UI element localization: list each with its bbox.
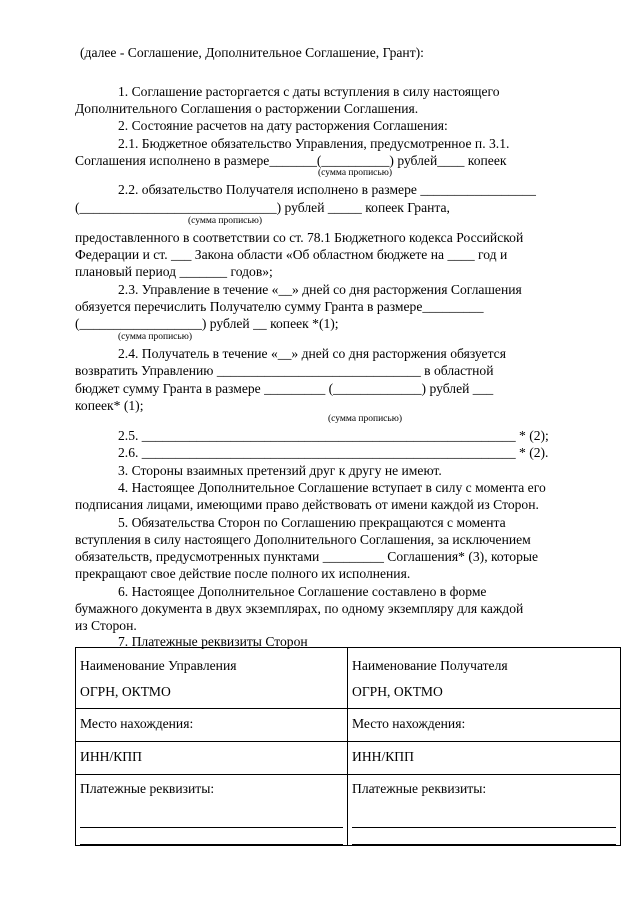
clause-4-line-1: 4. Настоящее Дополнительное Соглашение вступает в силу с момента его	[118, 480, 546, 495]
caption-amount-words-1: (сумма прописью)	[318, 168, 392, 178]
clause-5-line-2: вступления в силу настоящего Дополнительного Соглашения, за исключением	[75, 532, 531, 547]
table-cell	[76, 775, 348, 846]
clause-2-3-line-3: (__________________) рублей __ копеек *(1);	[75, 316, 339, 331]
clause-2-2-line-3: предоставленного в соответствии со ст. 78.1 Бюджетного кодекса Российской	[75, 230, 524, 245]
table-cell	[348, 775, 621, 846]
clause-2-4-line-1: 2.4. Получатель в течение «__» дней со дня расторжения обязуется	[118, 346, 506, 361]
table-cell	[76, 709, 348, 742]
clause-6-line-3: из Сторон.	[75, 618, 137, 633]
left-inn: ИНН/КПП	[80, 749, 142, 764]
clause-2-1-line-1: 2.1. Бюджетное обязательство Управления, предусмотренное п. 3.1.	[118, 136, 510, 151]
right-org-name: Наименование Получателя	[352, 658, 508, 673]
left-fill-line-1	[80, 819, 343, 828]
table-row	[76, 775, 621, 846]
left-address: Место нахождения:	[80, 716, 194, 731]
clause-2-4-line-4: копеек* (1);	[75, 398, 144, 413]
right-payment: Платежные реквизиты:	[352, 781, 487, 796]
clause-6-line-1: 6. Настоящее Дополнительное Соглашение составлено в форме	[118, 584, 487, 599]
table-row	[76, 709, 621, 742]
clause-2-2-line-2: (_____________________________) рублей _____ копеек Гранта,	[75, 200, 450, 215]
table-cell	[76, 648, 348, 709]
clause-1-line-2: Дополнительного Соглашения о расторжении Соглашения.	[75, 101, 419, 116]
clause-2-2-line-4: Федерации и ст. ___ Закона области «Об областном бюджете на ____ год и	[75, 247, 508, 262]
left-ogrn: ОГРН, ОКТМО	[80, 684, 171, 699]
clause-5-line-4: прекращают свое действие после полного их исполнения.	[75, 566, 411, 581]
payment-details-table	[75, 647, 621, 846]
left-payment: Платежные реквизиты:	[80, 781, 215, 796]
caption-amount-words-3: (сумма прописью)	[118, 332, 192, 342]
clause-2-4-line-2: возвратить Управлению ______________________________ в областной	[75, 363, 494, 378]
clause-5-line-3: обязательств, предусмотренных пунктами _________ Соглашения* (3), которые	[75, 549, 539, 564]
table-cell	[76, 742, 348, 775]
clause-4-line-2: подписания лицами, имеющими право действовать от имени каждой из Сторон.	[75, 497, 539, 512]
caption-amount-words-2: (сумма прописью)	[188, 216, 262, 226]
clause-2-2-line-1: 2.2. обязательство Получателя исполнено в размере _________________	[118, 182, 536, 197]
clause-6-line-2: бумажного документа в двух экземплярах, по одному экземпляру для каждой	[75, 601, 524, 616]
table-cell	[348, 709, 621, 742]
clause-5-line-1: 5. Обязательства Сторон по Соглашению прекращаются с момента	[118, 515, 506, 530]
clause-1-line-1: 1. Соглашение расторгается с даты вступления в силу настоящего	[118, 84, 500, 99]
right-fill-line-1	[352, 819, 616, 828]
caption-amount-words-4: (сумма прописью)	[328, 414, 402, 424]
table-cell	[348, 648, 621, 709]
right-address: Место нахождения:	[352, 716, 466, 731]
clause-2-1-line-2: Соглашения исполнено в размере_______(__________) рублей____ копеек	[75, 153, 507, 168]
clause-2-5: 2.5. _______________________________________________________ * (2);	[118, 428, 549, 443]
clause-7-heading: 7. Платежные реквизиты Сторон	[118, 634, 308, 649]
clause-2-4-line-3: бюджет сумму Гранта в размере _________ (_____________) рублей ___	[75, 381, 494, 396]
table-cell	[348, 742, 621, 775]
right-inn: ИНН/КПП	[352, 749, 414, 764]
right-ogrn: ОГРН, ОКТМО	[352, 684, 443, 699]
intro-text: (далее - Соглашение, Дополнительное Соглашение, Грант):	[80, 45, 424, 60]
clause-3: 3. Стороны взаимных претензий друг к другу не имеют.	[118, 463, 442, 478]
right-fill-line-2	[352, 836, 616, 845]
clause-2-3-line-1: 2.3. Управление в течение «__» дней со дня расторжения Соглашения	[118, 282, 522, 297]
table-row	[76, 742, 621, 775]
clause-2-heading: 2. Состояние расчетов на дату расторжения Соглашения:	[118, 118, 448, 133]
clause-2-2-line-5: плановый период _______ годов»;	[75, 264, 273, 279]
clause-2-3-line-2: обязуется перечислить Получателю сумму Гранта в размере_________	[75, 299, 484, 314]
left-fill-line-2	[80, 836, 343, 845]
table-row	[76, 648, 621, 709]
clause-2-6: 2.6. _______________________________________________________ * (2).	[118, 445, 549, 460]
left-org-name: Наименование Управления	[80, 658, 237, 673]
